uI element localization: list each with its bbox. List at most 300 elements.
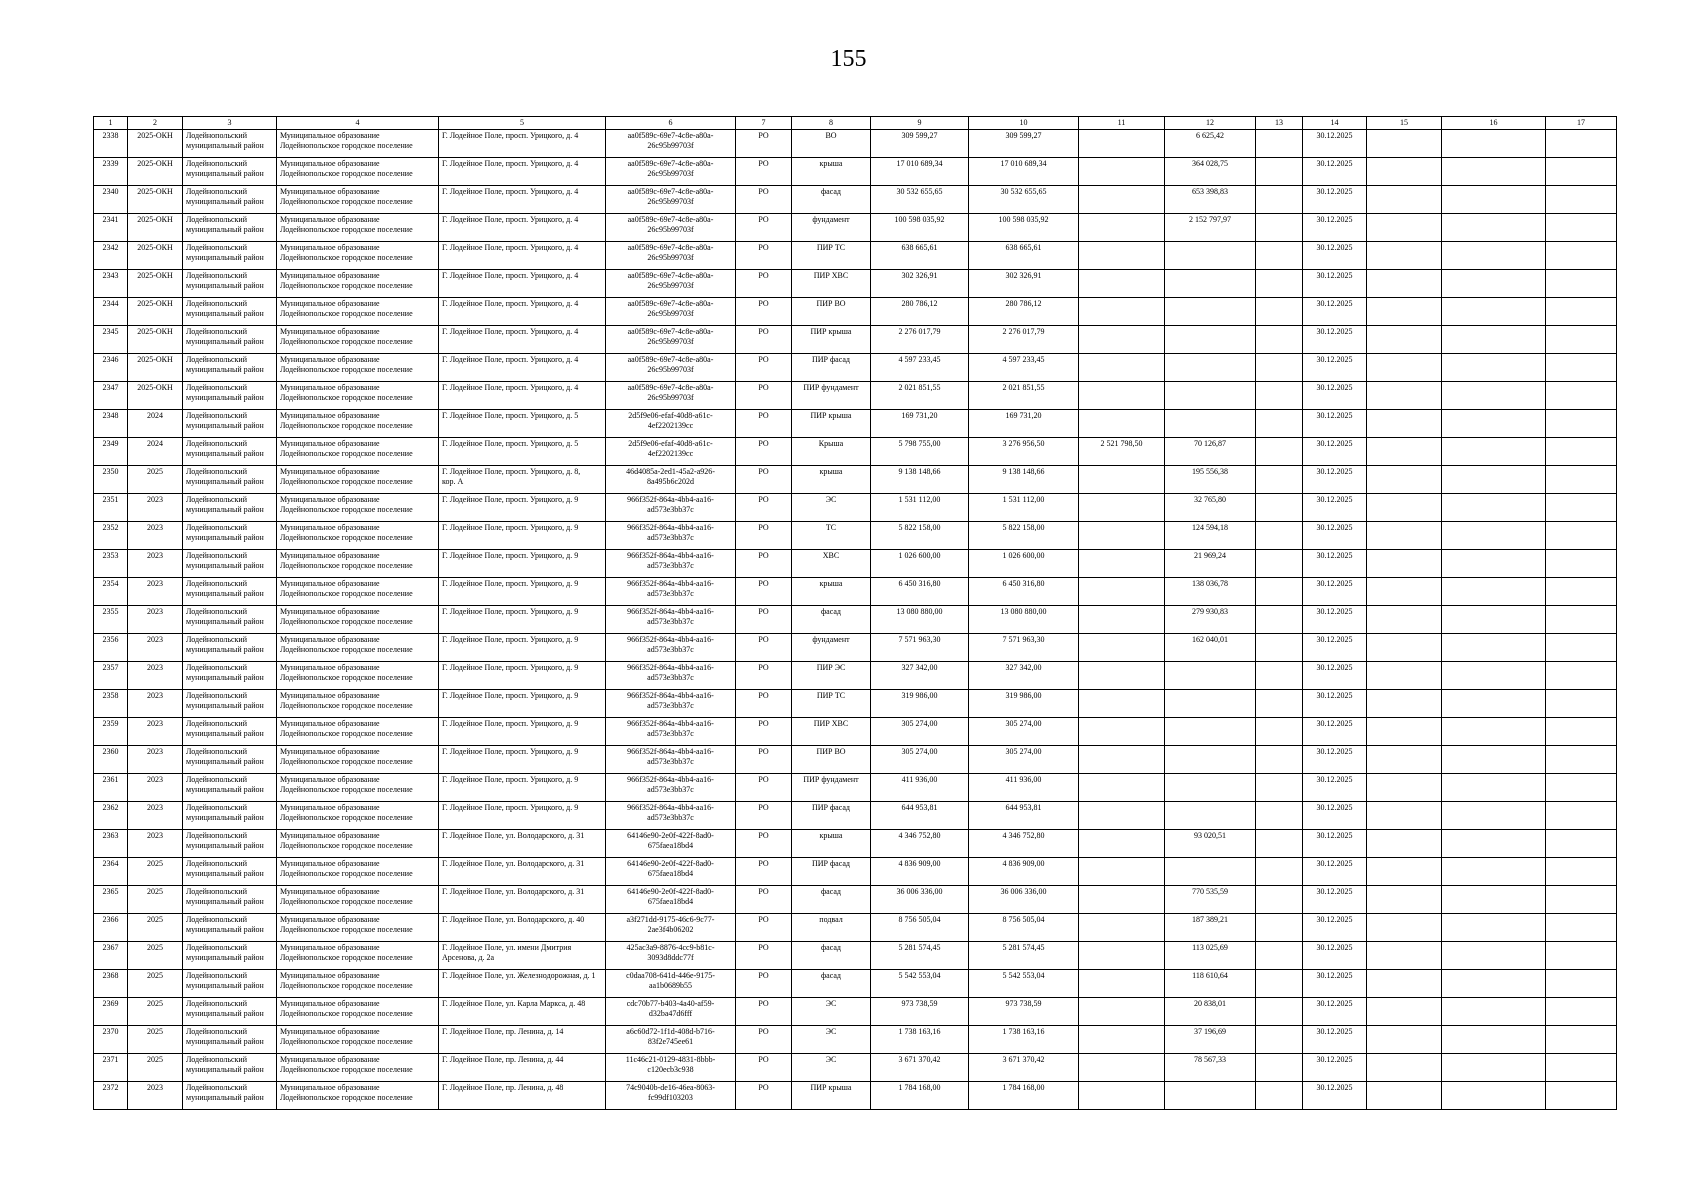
cell-total-cost: 309 599,27 bbox=[871, 130, 969, 158]
cell-fias-code-line: ad573e3bb37c bbox=[647, 813, 694, 822]
cell-district-line: муниципальный район bbox=[186, 673, 264, 682]
cell-address-line: Г. Лодейное Поле, просп. Урицкого, д. 9 bbox=[442, 635, 579, 644]
cell-col-17 bbox=[1546, 326, 1617, 354]
cell-col-16 bbox=[1442, 1026, 1546, 1054]
cell-district bbox=[183, 914, 277, 942]
cell-municipality-line: Лодейнопольское городское поселение bbox=[280, 645, 413, 654]
cell-col-10: 13 080 880,00 bbox=[969, 606, 1079, 634]
cell-fias-code bbox=[606, 690, 736, 718]
cell-row-number: 2350 bbox=[94, 466, 128, 494]
cell-col-10: 30 532 655,65 bbox=[969, 186, 1079, 214]
cell-type: РО bbox=[736, 326, 792, 354]
cell-col-11 bbox=[1079, 942, 1165, 970]
cell-col-11 bbox=[1079, 270, 1165, 298]
cell-work-type: Крыша bbox=[792, 438, 871, 466]
cell-district-line: Лодейнопольский bbox=[186, 691, 247, 700]
cell-fias-code-line: 3093d8ddc77f bbox=[647, 953, 694, 962]
cell-fias-code-line: 675faea18bd4 bbox=[647, 841, 694, 850]
cell-municipality-line: Лодейнопольское городское поселение bbox=[280, 925, 413, 934]
cell-municipality-line: Лодейнопольское городское поселение bbox=[280, 505, 413, 514]
cell-work-type: ТС bbox=[792, 522, 871, 550]
cell-district bbox=[183, 522, 277, 550]
cell-col-16 bbox=[1442, 326, 1546, 354]
cell-col-17 bbox=[1546, 186, 1617, 214]
cell-col-17 bbox=[1546, 1082, 1617, 1110]
cell-work-type: крыша bbox=[792, 830, 871, 858]
cell-address bbox=[439, 998, 606, 1026]
cell-address-line: Г. Лодейное Поле, просп. Урицкого, д. 5 bbox=[442, 439, 579, 448]
cell-col-12: 195 556,38 bbox=[1165, 466, 1256, 494]
cell-fias-code-line: ad573e3bb37c bbox=[647, 617, 694, 626]
table-row bbox=[94, 1026, 1617, 1054]
cell-address bbox=[439, 522, 606, 550]
cell-municipality bbox=[277, 690, 439, 718]
column-number-header: 3 bbox=[183, 117, 277, 130]
cell-period: 2025 bbox=[128, 466, 183, 494]
cell-fias-code-line: ad573e3bb37c bbox=[647, 505, 694, 514]
cell-col-12: 113 025,69 bbox=[1165, 942, 1256, 970]
cell-district bbox=[183, 578, 277, 606]
cell-completion-date: 30.12.2025 bbox=[1303, 830, 1367, 858]
cell-col-17 bbox=[1546, 578, 1617, 606]
cell-address bbox=[439, 438, 606, 466]
cell-district-line: муниципальный район bbox=[186, 785, 264, 794]
cell-work-type: ПИР крыша bbox=[792, 1082, 871, 1110]
column-number-header: 11 bbox=[1079, 117, 1165, 130]
cell-district-line: Лодейнопольский bbox=[186, 495, 247, 504]
cell-col-12 bbox=[1165, 382, 1256, 410]
cell-address-line: Г. Лодейное Поле, просп. Урицкого, д. 9 bbox=[442, 579, 579, 588]
cell-col-15 bbox=[1367, 354, 1442, 382]
cell-row-number: 2341 bbox=[94, 214, 128, 242]
cell-work-type: ВО bbox=[792, 130, 871, 158]
cell-col-13 bbox=[1256, 298, 1303, 326]
cell-col-16 bbox=[1442, 746, 1546, 774]
cell-type: РО bbox=[736, 942, 792, 970]
cell-col-10: 3 671 370,42 bbox=[969, 1054, 1079, 1082]
table-row bbox=[94, 662, 1617, 690]
table-row bbox=[94, 1054, 1617, 1082]
table-row bbox=[94, 942, 1617, 970]
cell-row-number: 2368 bbox=[94, 970, 128, 998]
cell-address-line: Г. Лодейное Поле, ул. Карла Маркса, д. 48 bbox=[442, 999, 586, 1008]
cell-fias-code-line: 83f2e745ee61 bbox=[647, 1037, 694, 1046]
cell-fias-code bbox=[606, 774, 736, 802]
cell-fias-code bbox=[606, 438, 736, 466]
cell-municipality-line: Муниципальное образование bbox=[280, 1027, 380, 1036]
cell-fias-code bbox=[606, 158, 736, 186]
cell-address-line: Г. Лодейное Поле, просп. Урицкого, д. 5 bbox=[442, 411, 579, 420]
cell-col-12: 279 930,83 bbox=[1165, 606, 1256, 634]
cell-address-line: Г. Лодейное Поле, просп. Урицкого, д. 4 bbox=[442, 271, 579, 280]
cell-row-number: 2338 bbox=[94, 130, 128, 158]
cell-municipality-line: Лодейнопольское городское поселение bbox=[280, 953, 413, 962]
cell-work-type: фундамент bbox=[792, 214, 871, 242]
cell-col-16 bbox=[1442, 998, 1546, 1026]
cell-district-line: муниципальный район bbox=[186, 813, 264, 822]
table-row bbox=[94, 494, 1617, 522]
cell-fias-code-line: ad573e3bb37c bbox=[647, 589, 694, 598]
cell-type: РО bbox=[736, 522, 792, 550]
cell-period: 2023 bbox=[128, 522, 183, 550]
cell-municipality bbox=[277, 970, 439, 998]
cell-fias-code bbox=[606, 942, 736, 970]
cell-period: 2023 bbox=[128, 662, 183, 690]
cell-row-number: 2370 bbox=[94, 1026, 128, 1054]
cell-col-11 bbox=[1079, 662, 1165, 690]
cell-address bbox=[439, 242, 606, 270]
cell-col-11 bbox=[1079, 746, 1165, 774]
cell-col-12: 187 389,21 bbox=[1165, 914, 1256, 942]
cell-district bbox=[183, 550, 277, 578]
cell-col-12: 32 765,80 bbox=[1165, 494, 1256, 522]
cell-district bbox=[183, 438, 277, 466]
cell-col-12 bbox=[1165, 1082, 1256, 1110]
cell-col-12: 37 196,69 bbox=[1165, 1026, 1256, 1054]
cell-type: РО bbox=[736, 718, 792, 746]
cell-district-line: Лодейнопольский bbox=[186, 355, 247, 364]
cell-col-16 bbox=[1442, 774, 1546, 802]
cell-fias-code-line: 966f352f-864a-4bb4-aa16- bbox=[627, 635, 714, 644]
cell-fias-code bbox=[606, 578, 736, 606]
cell-fias-code bbox=[606, 606, 736, 634]
cell-col-16 bbox=[1442, 802, 1546, 830]
cell-municipality-line: Лодейнопольское городское поселение bbox=[280, 841, 413, 850]
cell-col-12: 93 020,51 bbox=[1165, 830, 1256, 858]
cell-address-line: Г. Лодейное Поле, просп. Урицкого, д. 9 bbox=[442, 719, 579, 728]
cell-district bbox=[183, 830, 277, 858]
cell-work-type: ПИР ЭС bbox=[792, 662, 871, 690]
cell-col-16 bbox=[1442, 130, 1546, 158]
cell-address-line: Г. Лодейное Поле, просп. Урицкого, д. 8, bbox=[442, 467, 581, 476]
cell-col-11 bbox=[1079, 158, 1165, 186]
cell-col-17 bbox=[1546, 886, 1617, 914]
cell-work-type: ПИР фасад bbox=[792, 354, 871, 382]
cell-total-cost: 5 281 574,45 bbox=[871, 942, 969, 970]
cell-municipality bbox=[277, 886, 439, 914]
cell-col-12: 78 567,33 bbox=[1165, 1054, 1256, 1082]
cell-col-12: 6 625,42 bbox=[1165, 130, 1256, 158]
cell-period: 2025-ОКН bbox=[128, 130, 183, 158]
cell-district-line: Лодейнопольский bbox=[186, 327, 247, 336]
cell-completion-date: 30.12.2025 bbox=[1303, 914, 1367, 942]
cell-address bbox=[439, 830, 606, 858]
table-row bbox=[94, 998, 1617, 1026]
cell-col-13 bbox=[1256, 662, 1303, 690]
cell-period: 2025-ОКН bbox=[128, 382, 183, 410]
cell-municipality-line: Муниципальное образование bbox=[280, 691, 380, 700]
table-row bbox=[94, 578, 1617, 606]
cell-district-line: Лодейнопольский bbox=[186, 775, 247, 784]
cell-col-10: 644 953,81 bbox=[969, 802, 1079, 830]
cell-col-16 bbox=[1442, 634, 1546, 662]
cell-col-13 bbox=[1256, 578, 1303, 606]
cell-col-16 bbox=[1442, 858, 1546, 886]
cell-type: РО bbox=[736, 1026, 792, 1054]
cell-col-10: 973 738,59 bbox=[969, 998, 1079, 1026]
cell-col-13 bbox=[1256, 1082, 1303, 1110]
cell-municipality-line: Лодейнопольское городское поселение bbox=[280, 393, 413, 402]
cell-completion-date: 30.12.2025 bbox=[1303, 998, 1367, 1026]
cell-fias-code-line: aa0f589c-69e7-4c8e-a80a- bbox=[627, 131, 714, 140]
cell-address-line: Г. Лодейное Поле, ул. имени Дмитрия bbox=[442, 943, 572, 952]
cell-district-line: Лодейнопольский bbox=[186, 159, 247, 168]
cell-fias-code-line: 26c95b99703f bbox=[647, 197, 694, 206]
cell-municipality-line: Муниципальное образование bbox=[280, 243, 380, 252]
cell-row-number: 2347 bbox=[94, 382, 128, 410]
cell-period: 2025 bbox=[128, 970, 183, 998]
cell-col-13 bbox=[1256, 410, 1303, 438]
cell-district bbox=[183, 1026, 277, 1054]
cell-fias-code-line: 966f352f-864a-4bb4-aa16- bbox=[627, 747, 714, 756]
cell-municipality-line: Муниципальное образование bbox=[280, 551, 380, 560]
cell-district-line: муниципальный район bbox=[186, 1009, 264, 1018]
cell-district-line: муниципальный район bbox=[186, 617, 264, 626]
cell-completion-date: 30.12.2025 bbox=[1303, 130, 1367, 158]
cell-completion-date: 30.12.2025 bbox=[1303, 774, 1367, 802]
cell-municipality bbox=[277, 634, 439, 662]
column-number-header-row bbox=[94, 117, 1617, 130]
cell-completion-date: 30.12.2025 bbox=[1303, 522, 1367, 550]
cell-municipality bbox=[277, 1054, 439, 1082]
cell-district bbox=[183, 326, 277, 354]
cell-fias-code-line: 26c95b99703f bbox=[647, 365, 694, 374]
cell-fias-code-line: 966f352f-864a-4bb4-aa16- bbox=[627, 775, 714, 784]
cell-col-16 bbox=[1442, 914, 1546, 942]
cell-period: 2023 bbox=[128, 690, 183, 718]
cell-type: РО bbox=[736, 998, 792, 1026]
cell-row-number: 2358 bbox=[94, 690, 128, 718]
cell-row-number: 2355 bbox=[94, 606, 128, 634]
cell-col-16 bbox=[1442, 354, 1546, 382]
cell-col-17 bbox=[1546, 158, 1617, 186]
cell-col-17 bbox=[1546, 438, 1617, 466]
cell-type: РО bbox=[736, 774, 792, 802]
cell-total-cost: 305 274,00 bbox=[871, 746, 969, 774]
cell-district-line: муниципальный район bbox=[186, 253, 264, 262]
cell-row-number: 2359 bbox=[94, 718, 128, 746]
cell-municipality-line: Муниципальное образование bbox=[280, 579, 380, 588]
cell-work-type: крыша bbox=[792, 578, 871, 606]
cell-type: РО bbox=[736, 606, 792, 634]
column-number-header: 13 bbox=[1256, 117, 1303, 130]
cell-col-11 bbox=[1079, 830, 1165, 858]
cell-col-11 bbox=[1079, 998, 1165, 1026]
cell-work-type: крыша bbox=[792, 158, 871, 186]
cell-work-type: ПИР ТС bbox=[792, 242, 871, 270]
cell-col-17 bbox=[1546, 242, 1617, 270]
cell-municipality bbox=[277, 130, 439, 158]
cell-col-10: 2 276 017,79 bbox=[969, 326, 1079, 354]
cell-col-10: 1 738 163,16 bbox=[969, 1026, 1079, 1054]
cell-col-13 bbox=[1256, 522, 1303, 550]
cell-col-16 bbox=[1442, 1082, 1546, 1110]
cell-completion-date: 30.12.2025 bbox=[1303, 746, 1367, 774]
cell-address-line: Г. Лодейное Поле, просп. Урицкого, д. 4 bbox=[442, 187, 579, 196]
cell-fias-code-line: a6c60d72-1f1d-408d-b716- bbox=[626, 1027, 715, 1036]
cell-row-number: 2339 bbox=[94, 158, 128, 186]
cell-fias-code-line: 64146e90-2e0f-422f-8ad0- bbox=[627, 859, 714, 868]
cell-total-cost: 327 342,00 bbox=[871, 662, 969, 690]
cell-col-12 bbox=[1165, 690, 1256, 718]
cell-col-16 bbox=[1442, 438, 1546, 466]
cell-fias-code-line: 966f352f-864a-4bb4-aa16- bbox=[627, 803, 714, 812]
cell-district-line: муниципальный район bbox=[186, 533, 264, 542]
cell-row-number: 2364 bbox=[94, 858, 128, 886]
cell-col-13 bbox=[1256, 1054, 1303, 1082]
column-number-header: 8 bbox=[792, 117, 871, 130]
column-number-header: 17 bbox=[1546, 117, 1617, 130]
table-row bbox=[94, 802, 1617, 830]
cell-district-line: муниципальный район bbox=[186, 309, 264, 318]
cell-col-17 bbox=[1546, 942, 1617, 970]
cell-municipality-line: Муниципальное образование bbox=[280, 915, 380, 924]
cell-col-16 bbox=[1442, 662, 1546, 690]
cell-work-type: ЭС bbox=[792, 1054, 871, 1082]
cell-col-13 bbox=[1256, 998, 1303, 1026]
cell-type: РО bbox=[736, 214, 792, 242]
cell-district bbox=[183, 130, 277, 158]
cell-col-11 bbox=[1079, 886, 1165, 914]
column-number-header: 7 bbox=[736, 117, 792, 130]
cell-completion-date: 30.12.2025 bbox=[1303, 298, 1367, 326]
cell-total-cost: 5 798 755,00 bbox=[871, 438, 969, 466]
cell-address bbox=[439, 942, 606, 970]
cell-col-13 bbox=[1256, 494, 1303, 522]
cell-col-13 bbox=[1256, 186, 1303, 214]
cell-municipality-line: Муниципальное образование bbox=[280, 467, 380, 476]
cell-type: РО bbox=[736, 270, 792, 298]
cell-type: РО bbox=[736, 1082, 792, 1110]
cell-col-15 bbox=[1367, 130, 1442, 158]
cell-col-15 bbox=[1367, 578, 1442, 606]
cell-municipality bbox=[277, 830, 439, 858]
cell-col-11 bbox=[1079, 718, 1165, 746]
cell-row-number: 2360 bbox=[94, 746, 128, 774]
cell-col-15 bbox=[1367, 242, 1442, 270]
cell-address-line: Г. Лодейное Поле, просп. Урицкого, д. 4 bbox=[442, 355, 579, 364]
cell-address-line: Г. Лодейное Поле, просп. Урицкого, д. 9 bbox=[442, 691, 579, 700]
cell-fias-code bbox=[606, 970, 736, 998]
cell-fias-code-line: ad573e3bb37c bbox=[647, 729, 694, 738]
cell-fias-code bbox=[606, 634, 736, 662]
cell-district bbox=[183, 970, 277, 998]
cell-col-13 bbox=[1256, 718, 1303, 746]
cell-period: 2025 bbox=[128, 858, 183, 886]
cell-col-13 bbox=[1256, 690, 1303, 718]
cell-fias-code-line: 966f352f-864a-4bb4-aa16- bbox=[627, 523, 714, 532]
cell-district-line: муниципальный район bbox=[186, 561, 264, 570]
cell-col-13 bbox=[1256, 242, 1303, 270]
cell-work-type: ПИР ТС bbox=[792, 690, 871, 718]
cell-address bbox=[439, 130, 606, 158]
cell-total-cost: 36 006 336,00 bbox=[871, 886, 969, 914]
cell-type: РО bbox=[736, 494, 792, 522]
cell-col-17 bbox=[1546, 1026, 1617, 1054]
cell-work-type: ХВС bbox=[792, 550, 871, 578]
cell-col-13 bbox=[1256, 550, 1303, 578]
cell-col-13 bbox=[1256, 942, 1303, 970]
cell-completion-date: 30.12.2025 bbox=[1303, 382, 1367, 410]
cell-col-15 bbox=[1367, 186, 1442, 214]
cell-completion-date: 30.12.2025 bbox=[1303, 214, 1367, 242]
cell-address-line: Арсенова, д. 2а bbox=[442, 953, 495, 962]
cell-col-12 bbox=[1165, 662, 1256, 690]
cell-row-number: 2342 bbox=[94, 242, 128, 270]
cell-district-line: муниципальный район bbox=[186, 393, 264, 402]
cell-fias-code-line: ad573e3bb37c bbox=[647, 757, 694, 766]
cell-fias-code bbox=[606, 550, 736, 578]
table-row bbox=[94, 830, 1617, 858]
cell-address-line: Г. Лодейное Поле, ул. Железнодорожная, д. 1 bbox=[442, 971, 596, 980]
cell-fias-code bbox=[606, 326, 736, 354]
cell-district bbox=[183, 634, 277, 662]
cell-col-15 bbox=[1367, 942, 1442, 970]
cell-total-cost: 6 450 316,80 bbox=[871, 578, 969, 606]
cell-fias-code-line: 425ac3a9-8876-4cc9-b81c- bbox=[626, 943, 715, 952]
cell-total-cost: 280 786,12 bbox=[871, 298, 969, 326]
cell-municipality-line: Лодейнопольское городское поселение bbox=[280, 337, 413, 346]
cell-col-13 bbox=[1256, 970, 1303, 998]
cell-address bbox=[439, 1026, 606, 1054]
cell-district bbox=[183, 942, 277, 970]
cell-municipality-line: Лодейнопольское городское поселение bbox=[280, 981, 413, 990]
cell-col-11 bbox=[1079, 326, 1165, 354]
cell-work-type: крыша bbox=[792, 466, 871, 494]
cell-district-line: Лодейнопольский bbox=[186, 859, 247, 868]
cell-period: 2025-ОКН bbox=[128, 158, 183, 186]
register-table-container bbox=[93, 116, 1617, 1110]
cell-municipality-line: Муниципальное образование bbox=[280, 775, 380, 784]
cell-municipality-line: Лодейнопольское городское поселение bbox=[280, 281, 413, 290]
cell-municipality bbox=[277, 438, 439, 466]
cell-address bbox=[439, 298, 606, 326]
cell-col-15 bbox=[1367, 802, 1442, 830]
cell-work-type: фасад bbox=[792, 970, 871, 998]
cell-fias-code-line: 74c9040b-de16-46ea-8063- bbox=[626, 1083, 715, 1092]
cell-col-15 bbox=[1367, 718, 1442, 746]
cell-period: 2025 bbox=[128, 886, 183, 914]
cell-municipality-line: Муниципальное образование bbox=[280, 215, 380, 224]
cell-period: 2023 bbox=[128, 494, 183, 522]
cell-address-line: кор. А bbox=[442, 477, 464, 486]
cell-address bbox=[439, 1054, 606, 1082]
cell-work-type: ПИР фасад bbox=[792, 858, 871, 886]
cell-address bbox=[439, 270, 606, 298]
cell-district bbox=[183, 690, 277, 718]
cell-completion-date: 30.12.2025 bbox=[1303, 1082, 1367, 1110]
cell-type: РО bbox=[736, 634, 792, 662]
cell-completion-date: 30.12.2025 bbox=[1303, 858, 1367, 886]
cell-fias-code bbox=[606, 858, 736, 886]
cell-address bbox=[439, 466, 606, 494]
cell-district bbox=[183, 214, 277, 242]
cell-district-line: Лодейнопольский bbox=[186, 439, 247, 448]
cell-total-cost: 17 010 689,34 bbox=[871, 158, 969, 186]
cell-total-cost: 2 276 017,79 bbox=[871, 326, 969, 354]
cell-type: РО bbox=[736, 382, 792, 410]
cell-col-10: 7 571 963,30 bbox=[969, 634, 1079, 662]
cell-district-line: Лодейнопольский bbox=[186, 831, 247, 840]
cell-completion-date: 30.12.2025 bbox=[1303, 354, 1367, 382]
cell-municipality-line: Лодейнопольское городское поселение bbox=[280, 309, 413, 318]
cell-completion-date: 30.12.2025 bbox=[1303, 802, 1367, 830]
cell-fias-code-line: ad573e3bb37c bbox=[647, 645, 694, 654]
table-body bbox=[94, 117, 1617, 1110]
cell-work-type: ЭС bbox=[792, 494, 871, 522]
cell-completion-date: 30.12.2025 bbox=[1303, 606, 1367, 634]
column-number-header: 6 bbox=[606, 117, 736, 130]
